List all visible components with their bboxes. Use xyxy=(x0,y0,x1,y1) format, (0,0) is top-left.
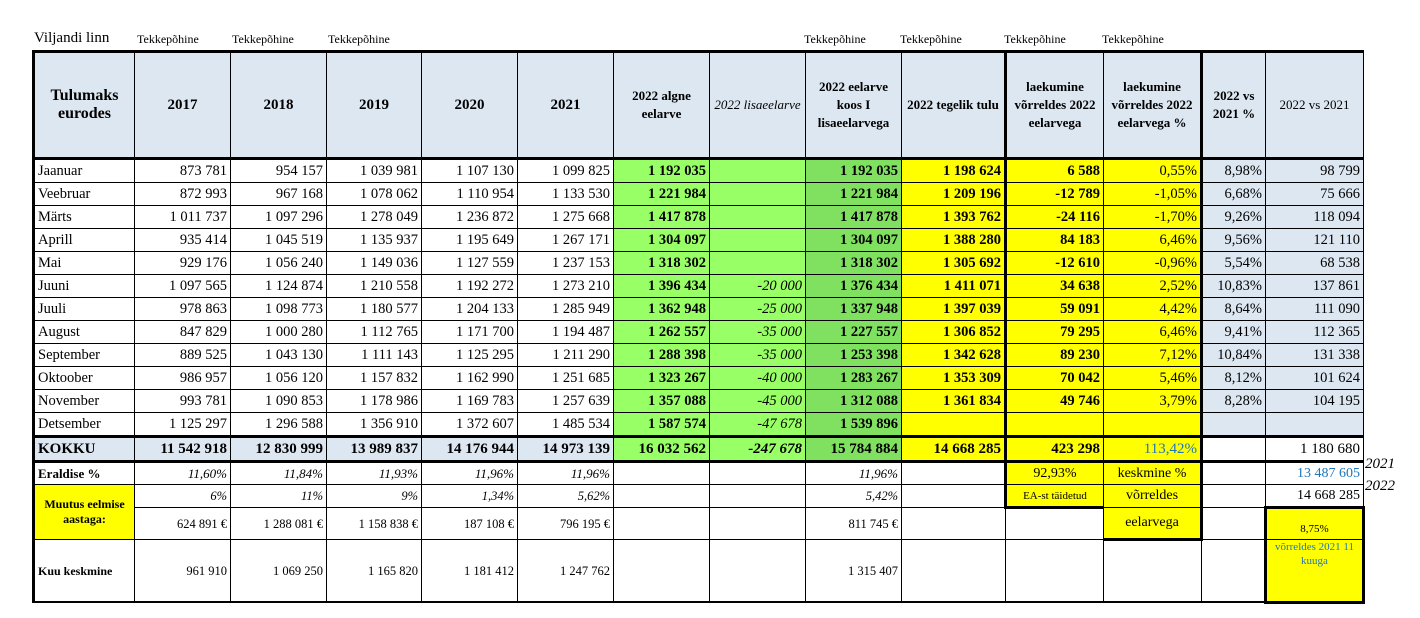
table-cell: 1 356 910 xyxy=(327,413,422,437)
empty-cell xyxy=(710,462,806,485)
header-koos: 2022 eelarve koos I lisaeelarvega xyxy=(806,52,902,159)
label-tegelik-basis: Tekkepõhine xyxy=(900,32,962,46)
table-cell: 847 829 xyxy=(135,321,231,344)
total-cell: 14 176 944 xyxy=(422,437,518,462)
muutus-label: Muutus eelmise aastaga: xyxy=(34,485,135,540)
ea-pct: 92,93% xyxy=(1006,462,1104,485)
total-label: KOKKU xyxy=(34,437,135,462)
header-2021: 2021 xyxy=(518,52,614,159)
table-cell: 8,98% xyxy=(1202,159,1266,183)
table-cell: 1 296 588 xyxy=(231,413,327,437)
table-cell: 1 162 990 xyxy=(422,367,518,390)
total-row xyxy=(34,437,1364,462)
keskmine-label: keskmine % xyxy=(1104,462,1202,485)
table-cell: 1 209 196 xyxy=(902,183,1006,206)
month-label: November xyxy=(34,390,135,413)
table-cell: 1 097 296 xyxy=(231,206,327,229)
table-cell: -47 678 xyxy=(710,413,806,437)
header-2019: 2019 xyxy=(327,52,422,159)
table-cell xyxy=(1266,413,1364,437)
table-cell: -25 000 xyxy=(710,298,806,321)
label-koos-basis: Tekkepõhine xyxy=(804,32,866,46)
table-cell: 1 157 832 xyxy=(327,367,422,390)
table-cell: 1 133 530 xyxy=(518,183,614,206)
empty-cell xyxy=(902,508,1006,540)
table-cell: 1 178 986 xyxy=(327,390,422,413)
month-label: Oktoober xyxy=(34,367,135,390)
table-cell: 1 485 534 xyxy=(518,413,614,437)
empty-cell xyxy=(1006,508,1104,540)
table-cell: 1 306 852 xyxy=(902,321,1006,344)
header-laek: laekumine võrreldes 2022 eelarvega xyxy=(1006,52,1104,159)
table-row xyxy=(34,183,1364,206)
table-cell: 935 414 xyxy=(135,229,231,252)
table-cell: 1 204 133 xyxy=(422,298,518,321)
table-cell: 1 195 649 xyxy=(422,229,518,252)
muutus-koos-eur: 811 745 € xyxy=(806,508,902,540)
table-cell: 1 262 557 xyxy=(614,321,710,344)
table-cell: 1 397 039 xyxy=(902,298,1006,321)
table-cell: 1 045 519 xyxy=(231,229,327,252)
table-cell: 1 125 297 xyxy=(135,413,231,437)
table-cell xyxy=(710,229,806,252)
label-laek-basis: Tekkepõhine xyxy=(1004,32,1066,46)
table-cell: 1 357 088 xyxy=(614,390,710,413)
keskmine-label-3: eelarvega xyxy=(1104,508,1202,540)
table-cell: 68 538 xyxy=(1266,252,1364,275)
note-pct: 8,75% xyxy=(1266,508,1364,540)
table-cell: 1 236 872 xyxy=(422,206,518,229)
table-cell: 1 587 574 xyxy=(614,413,710,437)
empty-cell xyxy=(1006,540,1104,603)
table-cell: 1 127 559 xyxy=(422,252,518,275)
table-cell: 1 192 035 xyxy=(806,159,902,183)
table-cell: 1 011 737 xyxy=(135,206,231,229)
kuu-cell: 1 181 412 xyxy=(422,540,518,603)
kuu-row xyxy=(34,540,1364,603)
eraldise-cell: 11,84% xyxy=(231,462,327,485)
table-cell: 34 638 xyxy=(1006,275,1104,298)
table-cell xyxy=(1006,413,1104,437)
table-cell: 98 799 xyxy=(1266,159,1364,183)
table-cell: 112 365 xyxy=(1266,321,1364,344)
label-laekp-basis: Tekkepõhine xyxy=(1102,32,1164,46)
muutus-eur: 1 288 081 € xyxy=(231,508,327,540)
month-label: Märts xyxy=(34,206,135,229)
table-cell: 1 304 097 xyxy=(806,229,902,252)
header-label: Tulumaks eurodes xyxy=(34,52,135,159)
table-cell: 79 295 xyxy=(1006,321,1104,344)
sum-2022: 14 668 285 xyxy=(1266,485,1364,508)
table-cell: 1 210 558 xyxy=(327,275,422,298)
muutus-koos-pct: 5,42% xyxy=(806,485,902,508)
table-row xyxy=(34,390,1364,413)
table-cell: 1 372 607 xyxy=(422,413,518,437)
table-cell: 872 993 xyxy=(135,183,231,206)
table-cell: -12 610 xyxy=(1006,252,1104,275)
header-vs: 2022 vs 2021 xyxy=(1266,52,1364,159)
table-cell: 1 267 171 xyxy=(518,229,614,252)
table-cell: 1 180 577 xyxy=(327,298,422,321)
table-cell: 967 168 xyxy=(231,183,327,206)
table-cell: -1,70% xyxy=(1104,206,1202,229)
table-row xyxy=(34,275,1364,298)
total-cell: 113,42% xyxy=(1104,437,1202,462)
table-cell: -35 000 xyxy=(710,344,806,367)
table-cell: 2,52% xyxy=(1104,275,1202,298)
eraldise-cell: 11,96% xyxy=(518,462,614,485)
table-cell xyxy=(1104,413,1202,437)
total-cell xyxy=(1202,437,1266,462)
total-cell: 16 032 562 xyxy=(614,437,710,462)
table-cell: 1 110 954 xyxy=(422,183,518,206)
table-row xyxy=(34,413,1364,437)
muutus-pct: 5,62% xyxy=(518,485,614,508)
table-cell: 5,46% xyxy=(1104,367,1202,390)
table-cell: 1 111 143 xyxy=(327,344,422,367)
table-cell: 121 110 xyxy=(1266,229,1364,252)
month-label: Mai xyxy=(34,252,135,275)
table-cell: 1 098 773 xyxy=(231,298,327,321)
table-cell: 9,56% xyxy=(1202,229,1266,252)
table-cell: 84 183 xyxy=(1006,229,1104,252)
table-cell: 1 221 984 xyxy=(614,183,710,206)
table-cell xyxy=(1202,413,1266,437)
total-cell: 12 830 999 xyxy=(231,437,327,462)
header-lisa: 2022 lisaeelarve xyxy=(710,52,806,159)
table-cell: 993 781 xyxy=(135,390,231,413)
table-cell: 7,12% xyxy=(1104,344,1202,367)
table-cell: 1 273 210 xyxy=(518,275,614,298)
eraldise-koos: 11,96% xyxy=(806,462,902,485)
total-cell: 423 298 xyxy=(1006,437,1104,462)
table-cell: 1 043 130 xyxy=(231,344,327,367)
table-cell: -40 000 xyxy=(710,367,806,390)
table-cell: 0,55% xyxy=(1104,159,1202,183)
table-cell: 1 388 280 xyxy=(902,229,1006,252)
empty-cell xyxy=(614,540,710,603)
table-cell: 10,84% xyxy=(1202,344,1266,367)
table-cell: 75 666 xyxy=(1266,183,1364,206)
total-cell: 14 973 139 xyxy=(518,437,614,462)
table-cell: 1 305 692 xyxy=(902,252,1006,275)
table-cell xyxy=(710,159,806,183)
table-row xyxy=(34,252,1364,275)
table-cell xyxy=(902,413,1006,437)
table-cell: 118 094 xyxy=(1266,206,1364,229)
kuu-koos: 1 315 407 xyxy=(806,540,902,603)
label-2018-basis: Tekkepõhine xyxy=(232,32,294,46)
note-text: võrreldes 2021 11 kuuga xyxy=(1266,540,1364,603)
muutus-eur: 1 158 838 € xyxy=(327,508,422,540)
empty-cell xyxy=(1202,462,1266,485)
month-label: September xyxy=(34,344,135,367)
table-cell: 1 149 036 xyxy=(327,252,422,275)
table-cell: 1 353 309 xyxy=(902,367,1006,390)
table-cell: 9,41% xyxy=(1202,321,1266,344)
eraldise-row xyxy=(34,462,1364,485)
table-cell: 1 323 267 xyxy=(614,367,710,390)
month-label: Jaanuar xyxy=(34,159,135,183)
table-cell: 1 396 434 xyxy=(614,275,710,298)
header-2020: 2020 xyxy=(422,52,518,159)
table-cell: 1 539 896 xyxy=(806,413,902,437)
table-cell xyxy=(710,206,806,229)
table-cell: 1 099 825 xyxy=(518,159,614,183)
table-cell: 4,42% xyxy=(1104,298,1202,321)
table-cell: 104 195 xyxy=(1266,390,1364,413)
empty-cell xyxy=(902,540,1006,603)
table-cell: 8,12% xyxy=(1202,367,1266,390)
header-vs-pct: 2022 vs 2021 % xyxy=(1202,52,1266,159)
table-cell: 986 957 xyxy=(135,367,231,390)
table-cell: 1 257 639 xyxy=(518,390,614,413)
total-cell: 15 784 884 xyxy=(806,437,902,462)
table-cell: 1 361 834 xyxy=(902,390,1006,413)
empty-cell xyxy=(710,540,806,603)
table-cell: 1 090 853 xyxy=(231,390,327,413)
header-row xyxy=(34,52,1364,159)
table-cell: 1 304 097 xyxy=(614,229,710,252)
table-cell: 978 863 xyxy=(135,298,231,321)
total-cell: 11 542 918 xyxy=(135,437,231,462)
table-cell: 1 211 290 xyxy=(518,344,614,367)
table-cell: 10,83% xyxy=(1202,275,1266,298)
muutus-eur: 796 195 € xyxy=(518,508,614,540)
total-cell: 1 180 680 xyxy=(1266,437,1364,462)
muutus-pct: 9% xyxy=(327,485,422,508)
kuu-cell: 1 069 250 xyxy=(231,540,327,603)
empty-cell xyxy=(902,485,1006,508)
table-cell: 1 251 685 xyxy=(518,367,614,390)
table-cell: 1 192 035 xyxy=(614,159,710,183)
year-label-2021: 2021 xyxy=(1365,456,1395,472)
table-cell: 1 275 668 xyxy=(518,206,614,229)
page-title: Viljandi linn xyxy=(34,30,110,46)
table-cell: 929 176 xyxy=(135,252,231,275)
table-cell: 1 417 878 xyxy=(806,206,902,229)
table-cell: 889 525 xyxy=(135,344,231,367)
month-label: Juuli xyxy=(34,298,135,321)
table-row xyxy=(34,367,1364,390)
table-cell: 954 157 xyxy=(231,159,327,183)
muutus-eur: 187 108 € xyxy=(422,508,518,540)
table-row xyxy=(34,206,1364,229)
table-row xyxy=(34,321,1364,344)
table-cell: -20 000 xyxy=(710,275,806,298)
table-cell: 131 338 xyxy=(1266,344,1364,367)
table-cell: 1 285 949 xyxy=(518,298,614,321)
table-cell: 1 125 295 xyxy=(422,344,518,367)
table-cell: 8,64% xyxy=(1202,298,1266,321)
month-label: Detsember xyxy=(34,413,135,437)
table-cell: 873 781 xyxy=(135,159,231,183)
table-row xyxy=(34,159,1364,183)
table-cell: 6 588 xyxy=(1006,159,1104,183)
month-label: Juuni xyxy=(34,275,135,298)
table-cell: -12 789 xyxy=(1006,183,1104,206)
table-cell: 1 253 398 xyxy=(806,344,902,367)
kuu-label: Kuu keskmine xyxy=(34,540,135,603)
label-2019-basis: Tekkepõhine xyxy=(328,32,390,46)
header-2017: 2017 xyxy=(135,52,231,159)
table-cell xyxy=(710,183,806,206)
table-cell xyxy=(710,252,806,275)
eraldise-label: Eraldise % xyxy=(34,462,135,485)
table-cell: 3,79% xyxy=(1104,390,1202,413)
table-cell: 1 283 267 xyxy=(806,367,902,390)
total-cell: 13 989 837 xyxy=(327,437,422,462)
header-laekp: laekumine võrreldes 2022 eelarvega % xyxy=(1104,52,1202,159)
muutus-row xyxy=(34,485,1364,508)
table-cell: 1 192 272 xyxy=(422,275,518,298)
table-cell: 6,46% xyxy=(1104,321,1202,344)
table-cell: 1 237 153 xyxy=(518,252,614,275)
table-cell: 1 198 624 xyxy=(902,159,1006,183)
muutus-eur-row xyxy=(34,508,1364,540)
table-cell: 1 056 120 xyxy=(231,367,327,390)
table-cell: 1 411 071 xyxy=(902,275,1006,298)
table-cell: 1 318 302 xyxy=(806,252,902,275)
table-cell: 137 861 xyxy=(1266,275,1364,298)
table-cell: 1 107 130 xyxy=(422,159,518,183)
table-cell: 1 171 700 xyxy=(422,321,518,344)
table-cell: 1 112 765 xyxy=(327,321,422,344)
table-cell: 1 362 948 xyxy=(614,298,710,321)
table-cell: 1 039 981 xyxy=(327,159,422,183)
table-cell: 1 342 628 xyxy=(902,344,1006,367)
table-cell: 1 288 398 xyxy=(614,344,710,367)
table-cell: 1 417 878 xyxy=(614,206,710,229)
empty-cell xyxy=(902,462,1006,485)
table-cell: 1 318 302 xyxy=(614,252,710,275)
table-row xyxy=(34,298,1364,321)
table-cell: 5,54% xyxy=(1202,252,1266,275)
header-2018: 2018 xyxy=(231,52,327,159)
tax-table xyxy=(32,50,1365,604)
table-cell: 6,46% xyxy=(1104,229,1202,252)
kuu-cell: 961 910 xyxy=(135,540,231,603)
table-cell: 111 090 xyxy=(1266,298,1364,321)
table-cell: 1 135 937 xyxy=(327,229,422,252)
year-label-2022: 2022 xyxy=(1365,478,1395,494)
table-cell: 1 393 762 xyxy=(902,206,1006,229)
table-cell: 1 376 434 xyxy=(806,275,902,298)
empty-cell xyxy=(614,485,710,508)
sum-2021: 13 487 605 xyxy=(1266,462,1364,485)
muutus-pct: 11% xyxy=(231,485,327,508)
table-cell: -35 000 xyxy=(710,321,806,344)
table-cell: 1 221 984 xyxy=(806,183,902,206)
empty-cell xyxy=(710,508,806,540)
eraldise-cell: 11,60% xyxy=(135,462,231,485)
table-cell: 1 194 487 xyxy=(518,321,614,344)
empty-cell xyxy=(710,485,806,508)
empty-cell xyxy=(614,462,710,485)
empty-cell xyxy=(1202,485,1266,508)
table-cell: 1 124 874 xyxy=(231,275,327,298)
table-cell: 9,26% xyxy=(1202,206,1266,229)
table-cell: 1 097 565 xyxy=(135,275,231,298)
empty-cell xyxy=(1202,508,1266,540)
keskmine-label-2: võrreldes xyxy=(1104,485,1202,508)
table-cell: 8,28% xyxy=(1202,390,1266,413)
table-cell: 1 312 088 xyxy=(806,390,902,413)
table-cell: 1 227 557 xyxy=(806,321,902,344)
total-cell: -247 678 xyxy=(710,437,806,462)
muutus-pct: 1,34% xyxy=(422,485,518,508)
table-cell: -24 116 xyxy=(1006,206,1104,229)
eraldise-cell: 11,93% xyxy=(327,462,422,485)
table-cell: 1 078 062 xyxy=(327,183,422,206)
kuu-cell: 1 247 762 xyxy=(518,540,614,603)
month-label: August xyxy=(34,321,135,344)
table-cell: 101 624 xyxy=(1266,367,1364,390)
table-cell: -1,05% xyxy=(1104,183,1202,206)
kuu-cell: 1 165 820 xyxy=(327,540,422,603)
table-cell: 59 091 xyxy=(1006,298,1104,321)
muutus-eur: 624 891 € xyxy=(135,508,231,540)
empty-cell xyxy=(1202,540,1266,603)
muutus-pct: 6% xyxy=(135,485,231,508)
table-cell: 6,68% xyxy=(1202,183,1266,206)
ea-taidetud: EA-st täidetud xyxy=(1006,485,1104,508)
table-row xyxy=(34,229,1364,252)
table-cell: 1 169 783 xyxy=(422,390,518,413)
eraldise-cell: 11,96% xyxy=(422,462,518,485)
empty-cell xyxy=(614,508,710,540)
table-cell: -0,96% xyxy=(1104,252,1202,275)
empty-cell xyxy=(1104,540,1202,603)
month-label: Veebruar xyxy=(34,183,135,206)
table-cell: 49 746 xyxy=(1006,390,1104,413)
header-algne: 2022 algne eelarve xyxy=(614,52,710,159)
header-tegelik: 2022 tegelik tulu xyxy=(902,52,1006,159)
month-label: Aprill xyxy=(34,229,135,252)
table-cell: 70 042 xyxy=(1006,367,1104,390)
table-cell: -45 000 xyxy=(710,390,806,413)
table-cell: 1 278 049 xyxy=(327,206,422,229)
table-cell: 89 230 xyxy=(1006,344,1104,367)
table-cell: 1 337 948 xyxy=(806,298,902,321)
table-row xyxy=(34,344,1364,367)
table-cell: 1 000 280 xyxy=(231,321,327,344)
label-2017-basis: Tekkepõhine xyxy=(137,32,199,46)
table-cell: 1 056 240 xyxy=(231,252,327,275)
total-cell: 14 668 285 xyxy=(902,437,1006,462)
